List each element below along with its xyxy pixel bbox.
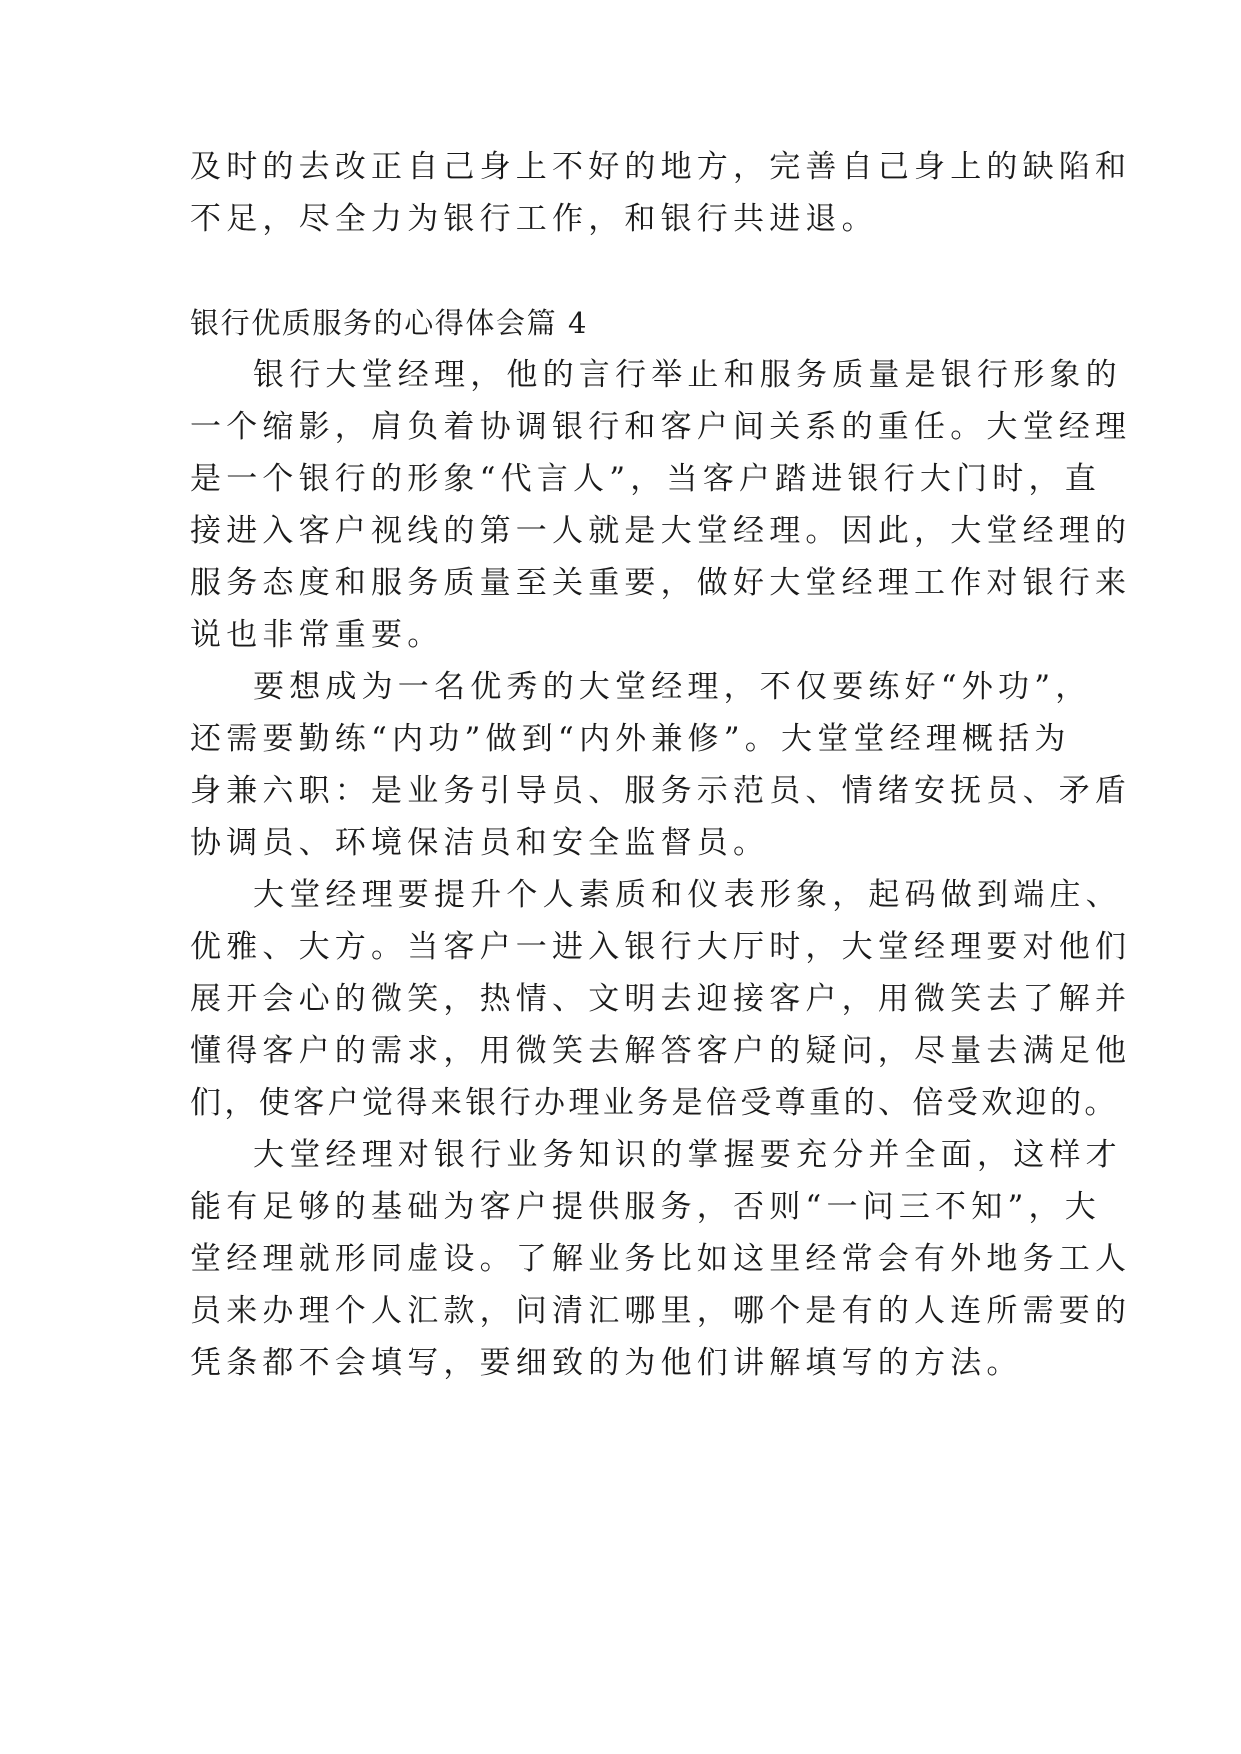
- paragraph-first-line: 银行大堂经理，他的言行举止和服务质量是银行形象的: [253, 357, 1122, 393]
- text-line: 是一个银行的形象“代言人”，当客户踏进银行大门时，直: [190, 461, 1101, 497]
- text-line: 优雅、大方。当客户一进入银行大厅时，大堂经理要对他们: [190, 929, 1132, 965]
- text-line: 服务态度和服务质量至关重要，做好大堂经理工作对银行来: [190, 565, 1132, 601]
- text-line: 还需要勤练“内功”做到“内外兼修”。大堂堂经理概括为: [190, 721, 1071, 757]
- text-line: 堂经理就形同虚设。了解业务比如这里经常会有外地务工人: [190, 1241, 1132, 1277]
- paragraph-first-line: 大堂经理要提升个人素质和仪表形象，起码做到端庄、: [253, 877, 1122, 913]
- paragraph-first-line: 大堂经理对银行业务知识的掌握要充分并全面，这样才: [253, 1137, 1122, 1173]
- text-line: 身兼六职：是业务引导员、服务示范员、情绪安抚员、矛盾: [190, 773, 1132, 809]
- text-line: 们，使客户觉得来银行办理业务是倍受尊重的、倍受欢迎的。: [190, 1085, 1119, 1121]
- text-line: 能有足够的基础为客户提供服务，否则“一问三不知”，大: [190, 1189, 1101, 1225]
- section-heading: 银行优质服务的心得体会篇 4: [190, 306, 589, 340]
- text-line: 及时的去改正自己身上不好的地方，完善自己身上的缺陷和: [190, 149, 1132, 185]
- text-line: 员来办理个人汇款，问清汇哪里，哪个是有的人连所需要的: [190, 1293, 1132, 1329]
- text-line: 接进入客户视线的第一人就是大堂经理。因此，大堂经理的: [190, 513, 1132, 549]
- paragraph-first-line: 要想成为一名优秀的大堂经理，不仅要练好“外功”，: [253, 669, 1092, 705]
- text-line: 说也非常重要。: [190, 617, 444, 653]
- text-line: 懂得客户的需求，用微笑去解答客户的疑问，尽量去满足他: [190, 1033, 1132, 1069]
- text-line: 凭条都不会填写，要细致的为他们讲解填写的方法。: [190, 1345, 1023, 1381]
- text-line: 不足，尽全力为银行工作，和银行共进退。: [190, 201, 878, 237]
- text-line: 展开会心的微笑，热情、文明去迎接客户，用微笑去了解并: [190, 981, 1132, 1017]
- text-line: 一个缩影，肩负着协调银行和客户间关系的重任。大堂经理: [190, 409, 1132, 445]
- text-line: 协调员、环境保洁员和安全监督员。: [190, 825, 770, 861]
